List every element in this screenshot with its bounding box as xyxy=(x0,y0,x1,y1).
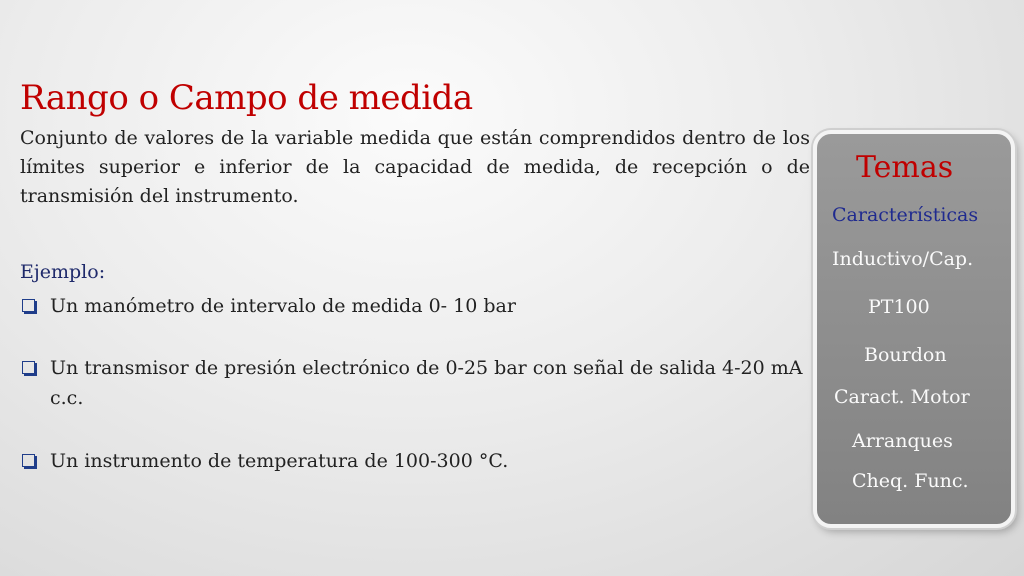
topic-link-arranques[interactable]: Arranques xyxy=(852,430,953,452)
list-item xyxy=(20,291,810,321)
list-item xyxy=(20,353,810,413)
example-label: Ejemplo: xyxy=(20,261,106,283)
list-item-text: Un instrumento de temperatura de 100-300 °C. xyxy=(50,450,509,472)
definition-text: Conjunto de valores de la variable medida que están comprendidos dentro de los límites superior e inferior de la capacidad de medida, de recepción o de transmisión del instrumento. xyxy=(20,127,810,207)
topic-link-caracteristicas[interactable]: Características xyxy=(832,204,979,226)
topic-link-cheq-func[interactable]: Cheq. Func. xyxy=(852,470,969,492)
slide-title: Rango o Campo de medida xyxy=(20,78,473,118)
list-item xyxy=(20,446,810,476)
topic-link-caract-motor[interactable]: Caract. Motor xyxy=(834,386,970,408)
topic-link-bourdon[interactable]: Bourdon xyxy=(864,344,947,366)
list-item-text: Un manómetro de intervalo de medida 0- 10 bar xyxy=(50,295,516,317)
checkbox-bullet-icon xyxy=(22,361,35,374)
topics-panel xyxy=(813,130,1015,528)
checkbox-bullet-icon xyxy=(22,454,35,467)
checkbox-bullet-icon xyxy=(22,299,35,312)
list-item-text: Un transmisor de presión electrónico de 0-25 bar con señal de salida 4-20 mA c.c. xyxy=(50,357,803,409)
topic-link-pt100[interactable]: PT100 xyxy=(868,296,930,318)
topic-link-inductivo[interactable]: Inductivo/Cap. xyxy=(832,248,974,270)
topics-panel-title: Temas xyxy=(856,150,954,185)
